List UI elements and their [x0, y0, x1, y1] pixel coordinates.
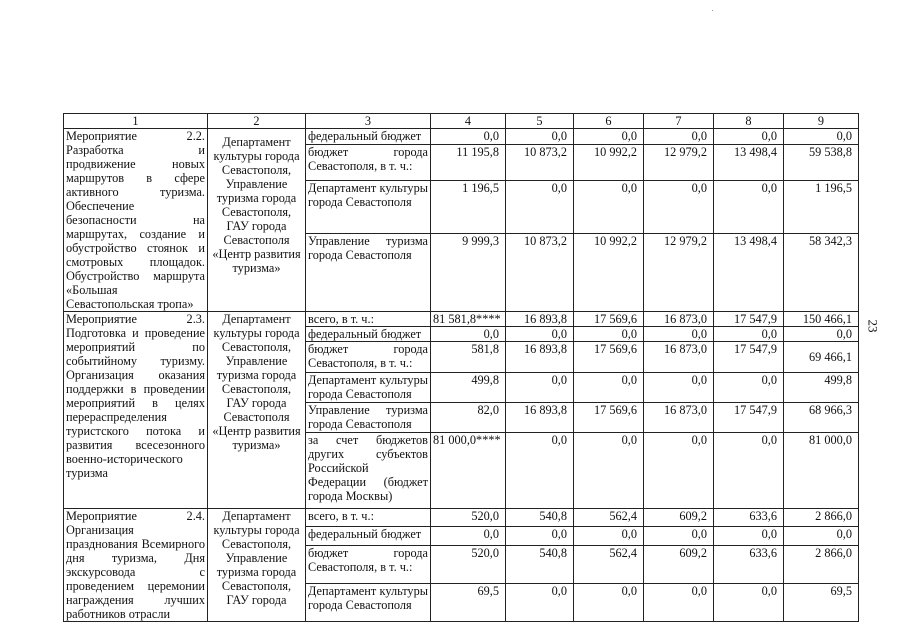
header-cell: 4 [431, 114, 506, 129]
amount-cell: 2 866,0 [784, 509, 859, 527]
amount-cell: 0,0 [644, 129, 714, 145]
amount-cell: 1 196,5 [784, 181, 859, 233]
funding-source: Департамент культуры города Севастополя [306, 583, 431, 621]
measure-description: Мероприятие 2.4. Организация празднования Всемирного дня туризма, Дня экскурсовода с проведением церемонии награждения лучших работников отрасли [64, 509, 208, 622]
amount-cell: 1 196,5 [431, 181, 506, 233]
amount-cell: 16 873,0 [644, 342, 714, 373]
amount-cell: 81 581,8**** [431, 312, 506, 327]
amount-cell: 499,8 [431, 373, 506, 403]
amount-cell: 9 999,3 [431, 233, 506, 311]
table-body [64, 114, 859, 622]
page-number: 23 [865, 319, 881, 333]
amount-cell: 0,0 [644, 181, 714, 233]
responsible-executor: Департамент культуры города Севастополя, Управление туризма города Севастополя, ГАУ города [208, 509, 306, 622]
header-row [64, 114, 859, 129]
funding-source: федеральный бюджет [306, 129, 431, 145]
amount-cell: 0,0 [714, 433, 784, 509]
table-row [64, 509, 859, 527]
amount-cell: 17 547,9 [714, 403, 784, 433]
amount-cell: 0,0 [574, 583, 644, 621]
amount-cell: 0,0 [644, 583, 714, 621]
amount-cell: 0,0 [714, 527, 784, 545]
amount-cell: 0,0 [506, 327, 574, 342]
budget-table [63, 113, 859, 622]
amount-cell: 13 498,4 [714, 233, 784, 311]
amount-cell: 0,0 [714, 129, 784, 145]
amount-cell: 16 893,8 [506, 403, 574, 433]
amount-cell: 609,2 [644, 509, 714, 527]
amount-cell: 59 538,8 [784, 145, 859, 181]
amount-cell: 82,0 [431, 403, 506, 433]
funding-source: федеральный бюджет [306, 327, 431, 342]
amount-cell: 0,0 [506, 583, 574, 621]
amount-cell: 0,0 [644, 527, 714, 545]
amount-cell: 17 569,6 [574, 342, 644, 373]
amount-cell: 0,0 [431, 327, 506, 342]
amount-cell: 540,8 [506, 509, 574, 527]
funding-source: Управление туризма города Севастополя [306, 233, 431, 311]
scan-speck [712, 10, 713, 11]
amount-cell: 17 569,6 [574, 403, 644, 433]
amount-cell: 0,0 [506, 527, 574, 545]
amount-cell: 10 873,2 [506, 145, 574, 181]
amount-cell: 10 992,2 [574, 145, 644, 181]
amount-cell: 69 466,1 [784, 342, 859, 373]
amount-cell: 0,0 [644, 373, 714, 403]
amount-cell: 17 547,9 [714, 342, 784, 373]
header-cell: 3 [306, 114, 431, 129]
amount-cell: 0,0 [574, 129, 644, 145]
funding-source: всего, в т. ч.: [306, 509, 431, 527]
responsible-executor: Департамент культуры города Севастополя, Управление туризма города Севастополя, ГАУ города Севастополя «Центр развития туризма» [208, 129, 306, 312]
amount-cell: 0,0 [714, 327, 784, 342]
amount-cell: 609,2 [644, 545, 714, 583]
amount-cell: 81 000,0**** [431, 433, 506, 509]
responsible-executor: Департамент культуры города Севастополя, Управление туризма города Севастополя, ГАУ города Севастополя «Центр развития туризма» [208, 312, 306, 509]
amount-cell: 520,0 [431, 545, 506, 583]
header-cell: 8 [714, 114, 784, 129]
table-row [64, 312, 859, 327]
amount-cell: 0,0 [506, 181, 574, 233]
amount-cell: 16 893,8 [506, 312, 574, 327]
amount-cell: 69,5 [431, 583, 506, 621]
amount-cell: 0,0 [644, 433, 714, 509]
funding-source: Управление туризма города Севастополя [306, 403, 431, 433]
amount-cell: 0,0 [506, 433, 574, 509]
amount-cell: 0,0 [784, 129, 859, 145]
amount-cell: 633,6 [714, 509, 784, 527]
amount-cell: 150 466,1 [784, 312, 859, 327]
amount-cell: 0,0 [784, 327, 859, 342]
amount-cell: 10 992,2 [574, 233, 644, 311]
funding-source: Департамент культуры города Севастополя [306, 181, 431, 233]
amount-cell: 0,0 [714, 373, 784, 403]
amount-cell: 16 873,0 [644, 403, 714, 433]
amount-cell: 520,0 [431, 509, 506, 527]
amount-cell: 0,0 [644, 327, 714, 342]
amount-cell: 0,0 [574, 181, 644, 233]
amount-cell: 0,0 [431, 527, 506, 545]
amount-cell: 633,6 [714, 545, 784, 583]
amount-cell: 10 873,2 [506, 233, 574, 311]
amount-cell: 17 569,6 [574, 312, 644, 327]
amount-cell: 499,8 [784, 373, 859, 403]
amount-cell: 0,0 [506, 129, 574, 145]
amount-cell: 0,0 [784, 527, 859, 545]
amount-cell: 0,0 [714, 181, 784, 233]
amount-cell: 81 000,0 [784, 433, 859, 509]
funding-source: федеральный бюджет [306, 527, 431, 545]
funding-source: за счет бюджетов других субъектов Российской Федерации (бюджет города Москвы) [306, 433, 431, 509]
header-cell: 9 [784, 114, 859, 129]
amount-cell: 11 195,8 [431, 145, 506, 181]
funding-source: всего, в т. ч.: [306, 312, 431, 327]
amount-cell: 0,0 [574, 327, 644, 342]
amount-cell: 0,0 [506, 373, 574, 403]
amount-cell: 581,8 [431, 342, 506, 373]
header-cell: 2 [208, 114, 306, 129]
amount-cell: 13 498,4 [714, 145, 784, 181]
amount-cell: 16 893,8 [506, 342, 574, 373]
amount-cell: 0,0 [574, 527, 644, 545]
funding-source: Департамент культуры города Севастополя [306, 373, 431, 403]
header-cell: 1 [64, 114, 208, 129]
amount-cell: 562,4 [574, 509, 644, 527]
amount-cell: 12 979,2 [644, 233, 714, 311]
measure-description: Мероприятие 2.3. Подготовка и проведение мероприятий по событийному туризму. Организация оказания поддержки в проведении мероприятий в целях перераспределения туристского потока и развития всесезонного военно-исторического туризма [64, 312, 208, 509]
amount-cell: 0,0 [431, 129, 506, 145]
funding-source: бюджет города Севастополя, в т. ч.: [306, 342, 431, 373]
funding-source: бюджет города Севастополя, в т. ч.: [306, 145, 431, 181]
measure-description: Мероприятие 2.2. Разработка и продвижение новых маршрутов в сфере активного туризма. Обеспечение безопасности на маршрутах, создание и обустройство стоянок и смотровых площадок. Обустройство маршрута «Большая Севастопольская тропа» [64, 129, 208, 312]
funding-source: бюджет города Севастополя, в т. ч.: [306, 545, 431, 583]
amount-cell: 2 866,0 [784, 545, 859, 583]
amount-cell: 12 979,2 [644, 145, 714, 181]
amount-cell: 0,0 [574, 433, 644, 509]
amount-cell: 0,0 [714, 583, 784, 621]
amount-cell: 0,0 [574, 373, 644, 403]
header-cell: 5 [506, 114, 574, 129]
amount-cell: 540,8 [506, 545, 574, 583]
amount-cell: 68 966,3 [784, 403, 859, 433]
amount-cell: 17 547,9 [714, 312, 784, 327]
header-cell: 7 [644, 114, 714, 129]
table-row [64, 129, 859, 145]
amount-cell: 16 873,0 [644, 312, 714, 327]
amount-cell: 69,5 [784, 583, 859, 621]
amount-cell: 58 342,3 [784, 233, 859, 311]
amount-cell: 562,4 [574, 545, 644, 583]
header-cell: 6 [574, 114, 644, 129]
